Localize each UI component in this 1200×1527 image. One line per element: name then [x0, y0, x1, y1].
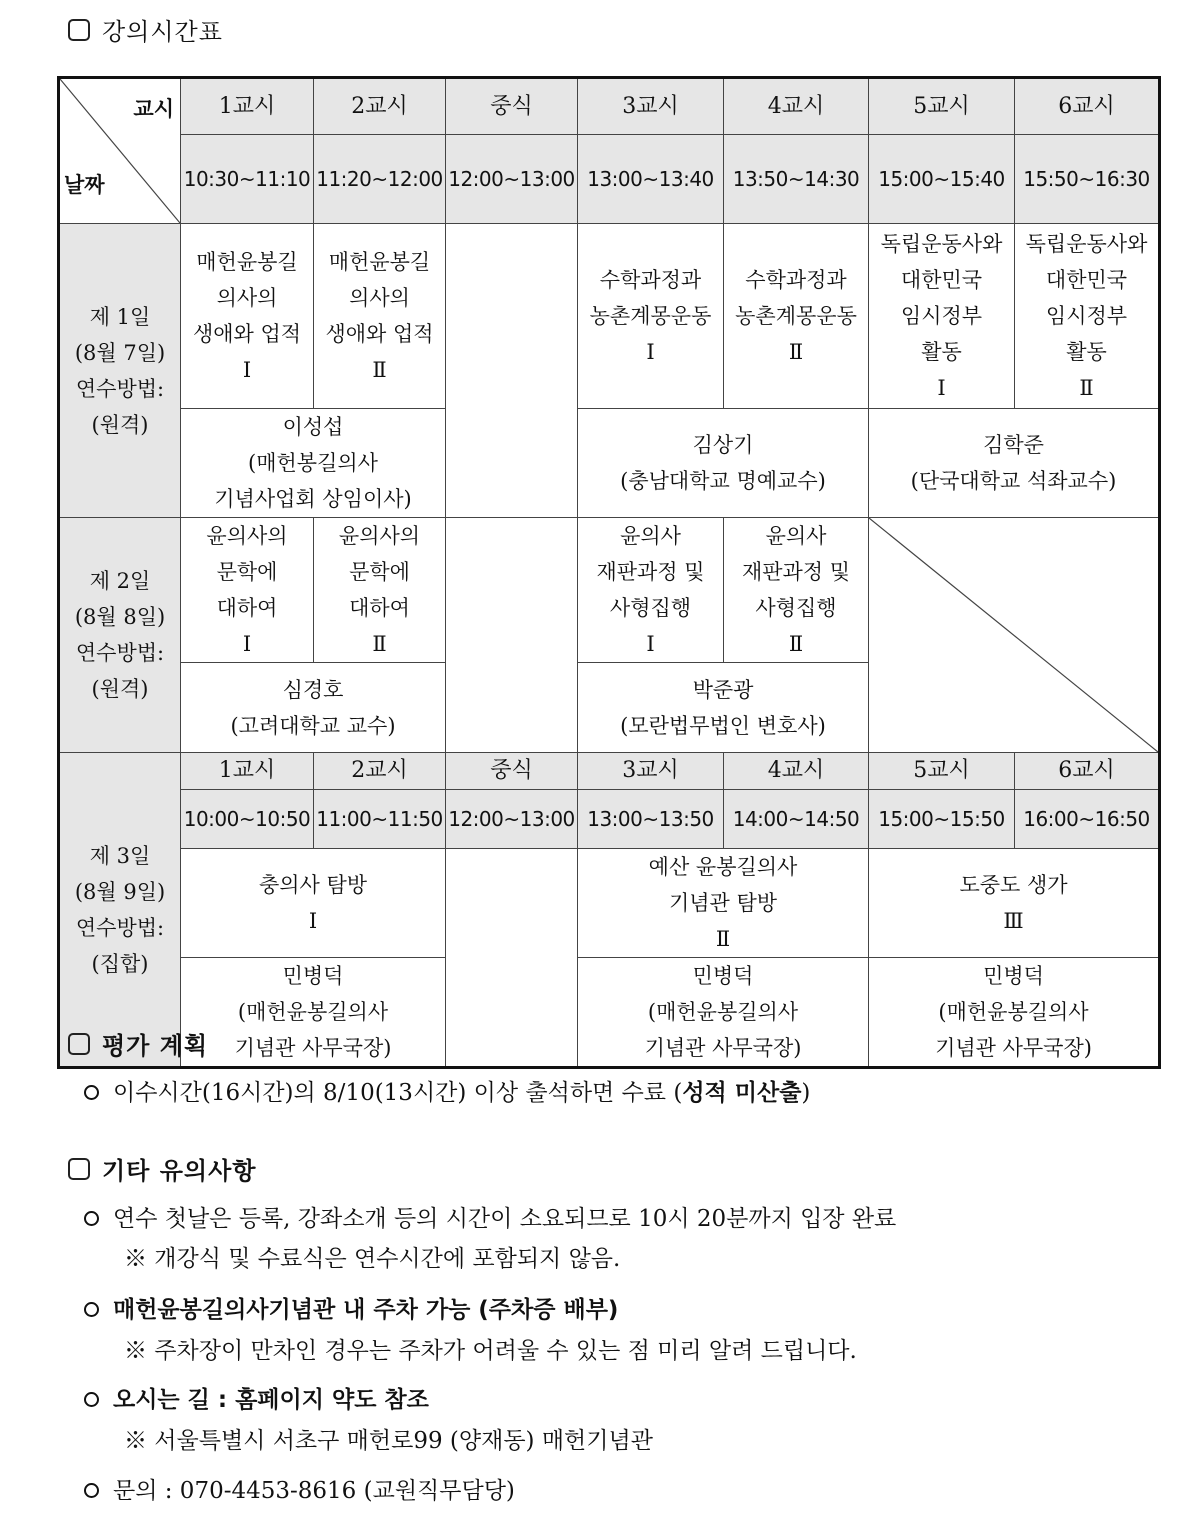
note-item-4	[84, 1473, 515, 1509]
note-remark-2: ※ 주차장이 만차인 경우는 주차가 어려울 수 있는 점 미리 알려 드립니다.	[124, 1338, 857, 1364]
lecture-cell: 윤의사 재판과정 및 사형집행 Ⅰ	[578, 518, 724, 663]
lecture-cell: 도중도 생가 Ⅲ	[869, 849, 1160, 958]
circle-bullet-icon	[84, 1392, 99, 1407]
instructor-cell: 이성섭 (매헌봉길의사 기념사업회 상임이사)	[181, 409, 446, 518]
time-cell: 13:00~13:50	[578, 790, 724, 849]
timetable	[57, 76, 1161, 1069]
circle-bullet-icon	[84, 1211, 99, 1226]
corner-cell	[59, 78, 181, 224]
evaluation-item	[84, 1075, 810, 1111]
period-header: 3교시	[578, 753, 724, 790]
circle-bullet-icon	[84, 1302, 99, 1317]
lecture-cell: 윤의사의 문학에 대하여 Ⅱ	[314, 518, 446, 663]
time-cell: 12:00~13:00	[446, 135, 578, 224]
period-header: 중식	[446, 753, 578, 790]
lecture-cell: 독립운동사와 대한민국 임시정부 활동 Ⅱ	[1015, 224, 1160, 409]
evaluation-title: 평가 계획	[102, 1032, 209, 1060]
period-header: 6교시	[1015, 78, 1160, 135]
schedule-title: 강의시간표	[102, 18, 223, 46]
lecture-cell: 예산 윤봉길의사 기념관 탐방 Ⅱ	[578, 849, 869, 958]
checkbox-icon	[68, 19, 90, 41]
lunch-cell	[446, 518, 578, 753]
instructor-cell: 박준광 (모란법무법인 변호사)	[578, 663, 869, 753]
evaluation-text: 이수시간(16시간)의 8/10(13시간) 이상 출석하면 수료 (성적 미산출)	[113, 1080, 811, 1106]
time-cell: 16:00~16:50	[1015, 790, 1160, 849]
instructor-cell: 민병덕 (매헌윤봉길의사 기념관 사무국장)	[578, 958, 869, 1068]
checkbox-icon	[68, 1033, 90, 1055]
time-cell: 15:50~16:30	[1015, 135, 1160, 224]
period-header: 1교시	[181, 78, 314, 135]
notes-heading	[68, 1151, 256, 1186]
note-text: 오시는 길 : 홈페이지 약도 참조	[113, 1387, 429, 1413]
checkbox-icon	[68, 1158, 90, 1180]
lunch-cell	[446, 224, 578, 518]
time-cell: 12:00~13:00	[446, 790, 578, 849]
period-header: 중식	[446, 78, 578, 135]
time-cell: 15:00~15:50	[869, 790, 1015, 849]
period-header: 4교시	[724, 753, 869, 790]
circle-bullet-icon	[84, 1483, 99, 1498]
lecture-cell: 독립운동사와 대한민국 임시정부 활동 Ⅰ	[869, 224, 1015, 409]
note-text: 연수 첫날은 등록, 강좌소개 등의 시간이 소요되므로 10시 20분까지 입장 완료	[113, 1206, 897, 1232]
note-item-1	[84, 1201, 896, 1237]
evaluation-heading	[68, 1026, 208, 1061]
empty-slot-diagonal	[869, 518, 1160, 753]
day-label: 제 1일 (8월 7일) 연수방법: (원격)	[59, 224, 181, 518]
period-header: 3교시	[578, 78, 724, 135]
notes-title: 기타 유의사항	[102, 1157, 257, 1185]
lecture-cell: 윤의사의 문학에 대하여 Ⅰ	[181, 518, 314, 663]
time-cell: 13:50~14:30	[724, 135, 869, 224]
corner-date-label: 날짜	[64, 173, 105, 197]
period-header: 2교시	[314, 753, 446, 790]
circle-bullet-icon	[84, 1085, 99, 1100]
lecture-cell: 윤의사 재판과정 및 사형집행 Ⅱ	[724, 518, 869, 663]
lecture-cell: 수학과정과 농촌계몽운동 Ⅱ	[724, 224, 869, 409]
period-header: 6교시	[1015, 753, 1160, 790]
note-item-3	[84, 1382, 429, 1418]
time-cell: 13:00~13:40	[578, 135, 724, 224]
period-header: 5교시	[869, 78, 1015, 135]
time-cell: 11:00~11:50	[314, 790, 446, 849]
note-remark-3: ※ 서울특별시 서초구 매헌로99 (양재동) 매헌기념관	[124, 1428, 653, 1454]
day-label: 제 3일 (8월 9일) 연수방법: (집합)	[59, 753, 181, 1068]
note-text: 문의 : 070-4453-8616 (교원직무담당)	[113, 1478, 515, 1504]
period-header: 4교시	[724, 78, 869, 135]
day-label: 제 2일 (8월 8일) 연수방법: (원격)	[59, 518, 181, 753]
instructor-cell: 심경호 (고려대학교 교수)	[181, 663, 446, 753]
time-cell: 11:20~12:00	[314, 135, 446, 224]
period-header: 2교시	[314, 78, 446, 135]
lecture-cell: 충의사 탐방 Ⅰ	[181, 849, 446, 958]
time-cell: 14:00~14:50	[724, 790, 869, 849]
note-text: 매헌윤봉길의사기념관 내 주차 가능 (주차증 배부)	[113, 1297, 619, 1323]
period-header: 5교시	[869, 753, 1015, 790]
time-cell: 10:30~11:10	[181, 135, 314, 224]
schedule-heading	[68, 12, 223, 47]
time-cell: 10:00~10:50	[181, 790, 314, 849]
instructor-cell: 민병덕 (매헌윤봉길의사 기념관 사무국장)	[869, 958, 1160, 1068]
instructor-cell: 김학준 (단국대학교 석좌교수)	[869, 409, 1160, 518]
period-header: 1교시	[181, 753, 314, 790]
lecture-cell: 매헌윤봉길 의사의 생애와 업적 Ⅱ	[314, 224, 446, 409]
time-cell: 15:00~15:40	[869, 135, 1015, 224]
instructor-cell: 민병덕 (매헌윤봉길의사 기념관 사무국장)	[181, 958, 446, 1068]
lunch-cell	[446, 849, 578, 1068]
note-item-2	[84, 1292, 618, 1328]
note-remark-1: ※ 개강식 및 수료식은 연수시간에 포함되지 않음.	[124, 1246, 621, 1272]
instructor-cell: 김상기 (충남대학교 명예교수)	[578, 409, 869, 518]
lecture-cell: 수학과정과 농촌계몽운동 Ⅰ	[578, 224, 724, 409]
lecture-cell: 매헌윤봉길 의사의 생애와 업적 Ⅰ	[181, 224, 314, 409]
corner-period-label: 교시	[133, 97, 174, 121]
